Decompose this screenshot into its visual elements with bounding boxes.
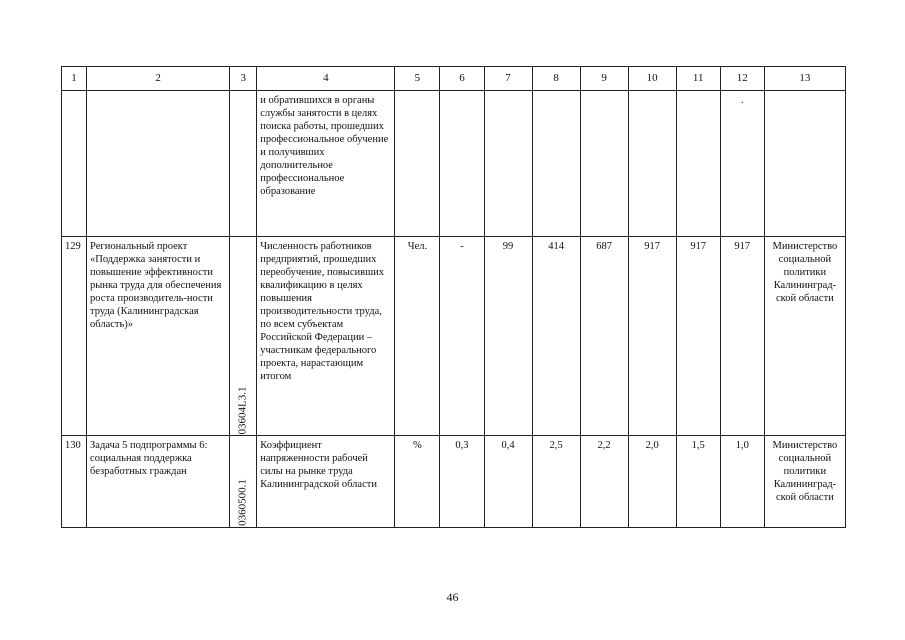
- cell-value: 917: [720, 237, 764, 436]
- header-cell: 13: [764, 67, 845, 91]
- cell-empty: [532, 91, 580, 237]
- header-cell: 2: [87, 67, 230, 91]
- cell-name: Задача 5 подпрограммы 6: социальная поддержка безработных граждан: [87, 436, 230, 528]
- cell-value: 1,0: [720, 436, 764, 528]
- header-cell: 1: [62, 67, 87, 91]
- header-cell: 10: [628, 67, 676, 91]
- cell-empty: [230, 91, 257, 237]
- cell-num: 130: [62, 436, 87, 528]
- cell-num: 129: [62, 237, 87, 436]
- cell-indicator: и обратившихся в органы службы занятости в целях поиска работы, прошедших профессиональное обучение и получивших дополнительное профессиональное образование: [257, 91, 395, 237]
- code-text: 0360500.1: [236, 479, 249, 526]
- cell-empty: [440, 91, 484, 237]
- cell-value: 917: [628, 237, 676, 436]
- table-row-continuation: [62, 91, 846, 237]
- cell-responsible: Министерство социальной политики Калининград-ской области: [764, 436, 845, 528]
- cell-empty: [484, 91, 532, 237]
- cell-value: 917: [676, 237, 720, 436]
- cell-empty: [580, 91, 628, 237]
- cell-unit: Чел.: [395, 237, 440, 436]
- cell-indicator: Коэффициент напряженности рабочей силы на рынке труда Калининградской области: [257, 436, 395, 528]
- cell-value: 99: [484, 237, 532, 436]
- header-row: [62, 67, 846, 91]
- cell-value: 414: [532, 237, 580, 436]
- cell-code: [230, 436, 257, 528]
- header-cell: 7: [484, 67, 532, 91]
- table-row: [62, 436, 846, 528]
- page-number: 46: [446, 590, 459, 604]
- code-text: 03604L3.1: [236, 386, 249, 435]
- header-cell: 12: [720, 67, 764, 91]
- cell-value: 0,3: [440, 436, 484, 528]
- cell-value: 1,5: [676, 436, 720, 528]
- header-cell: 8: [532, 67, 580, 91]
- cell-value: 687: [580, 237, 628, 436]
- cell-responsible: Министерство социальной политики Калининград-ской области: [764, 237, 845, 436]
- header-cell: 3: [230, 67, 257, 91]
- cell-name: Региональный проект «Поддержка занятости и повышение эффективности рынка труда для обеспечения роста производитель-ности труда (Калининградская область)»: [87, 237, 230, 436]
- cell-empty: [764, 91, 845, 237]
- data-table: [61, 66, 846, 528]
- cell-unit: %: [395, 436, 440, 528]
- cell-empty: [62, 91, 87, 237]
- cell-value: 2,2: [580, 436, 628, 528]
- cell-empty: [676, 91, 720, 237]
- cell-value: 0,4: [484, 436, 532, 528]
- dot-mark: .: [741, 95, 744, 106]
- cell-code: [230, 237, 257, 436]
- header-cell: 5: [395, 67, 440, 91]
- cell-empty: [628, 91, 676, 237]
- header-cell: 9: [580, 67, 628, 91]
- cell-mark: [720, 91, 764, 237]
- table-row: [62, 237, 846, 436]
- header-cell: 4: [257, 67, 395, 91]
- cell-value: -: [440, 237, 484, 436]
- cell-value: 2,5: [532, 436, 580, 528]
- header-cell: 6: [440, 67, 484, 91]
- header-cell: 11: [676, 67, 720, 91]
- cell-indicator: Численность работников предприятий, прошедших переобучение, повысивших квалификацию в целях повышения производительности труда, по всем субъектам Российской Федерации – участникам федерального проекта, нарастающим итогом: [257, 237, 395, 436]
- cell-value: 2,0: [628, 436, 676, 528]
- cell-empty: [395, 91, 440, 237]
- cell-empty: [87, 91, 230, 237]
